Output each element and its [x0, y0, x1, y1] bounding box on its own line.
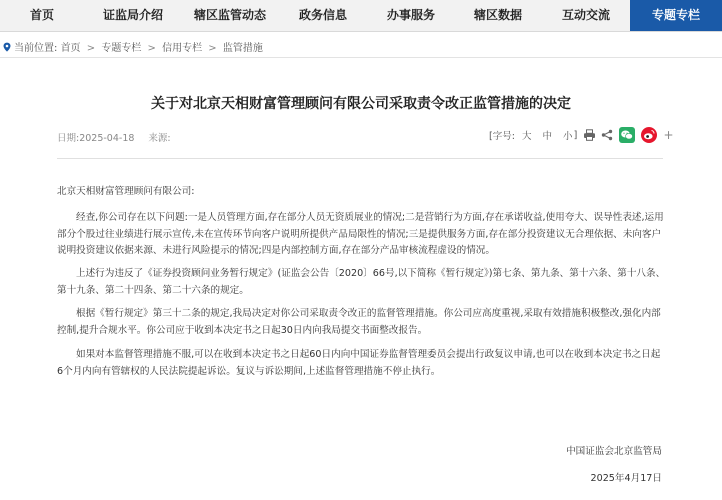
- breadcrumb-credit[interactable]: 信用专栏: [162, 43, 203, 54]
- addressee: 北京天相财富管理顾问有限公司:: [57, 186, 195, 197]
- article-tools: [489, 127, 674, 147]
- breadcrumb-separator: >: [208, 43, 217, 54]
- sign-date: 2025年4月17日: [590, 473, 662, 484]
- top-nav: [0, 0, 722, 32]
- breadcrumb-separator: >: [147, 43, 156, 54]
- article-meta: [57, 130, 171, 144]
- nav-item-home[interactable]: 首页: [29, 8, 54, 22]
- breadcrumb-home[interactable]: 首页: [60, 43, 81, 54]
- wechat-icon[interactable]: [619, 127, 635, 143]
- font-size-label: [字号:: [489, 131, 515, 142]
- nav-item-intro[interactable]: 证监局介绍: [102, 8, 163, 22]
- paragraph-2: 上述行为违反了《证券投资顾问业务暂行规定》(证监会公告〔2020〕66号,以下简称《暂行规定》)第七条、第九条、第十六条、第十八条、第十九条、第二十四条、第二十六条的规定。: [57, 268, 666, 296]
- breadcrumb: [2, 39, 263, 53]
- signature: 中国证监会北京监管局: [566, 446, 662, 457]
- breadcrumb-prefix: 当前位置:: [14, 43, 58, 54]
- divider: [57, 158, 663, 159]
- nav-item-special-topics[interactable]: 专题专栏: [630, 0, 722, 31]
- nav-item-dynamics[interactable]: 辖区监管动态: [193, 8, 266, 22]
- font-size-large[interactable]: 大: [521, 131, 532, 142]
- nav-item-services[interactable]: 办事服务: [386, 8, 435, 22]
- breadcrumb-special-topics[interactable]: 专题专栏: [101, 43, 142, 54]
- breadcrumb-measures[interactable]: 监管措施: [222, 43, 263, 54]
- page-title: 关于对北京天相财富管理顾问有限公司采取责令改正监管措施的决定: [151, 96, 571, 112]
- more-share-icon[interactable]: +: [663, 128, 674, 142]
- nav-item-gov-info[interactable]: 政务信息: [298, 8, 347, 22]
- date-label: 日期:: [57, 133, 80, 144]
- paragraph-3: 根据《暂行规定》第三十二条的规定,我局决定对你公司采取责令改正的监督管理措施。你公司应高度重视,采取有效措施积极整改,强化内部控制,提升合规水平。你公司应于收到本决定书之日起30日内向我局提交书面整改报告。: [57, 308, 661, 336]
- font-size-close: ]: [573, 129, 578, 141]
- divider: [0, 57, 722, 58]
- nav-item-interaction[interactable]: 互动交流: [561, 8, 610, 22]
- location-pin-icon: [2, 42, 12, 52]
- font-size-medium[interactable]: 中: [542, 131, 553, 142]
- publish-date: 2025-04-18: [79, 133, 135, 144]
- breadcrumb-separator: >: [86, 43, 96, 54]
- paragraph-1: 经查,你公司存在以下问题:一是人员管理方面,存在部分人员无资质展业的情况;二是营销行为方面,存在承诺收益,使用夸大、误导性表述,运用部分个股过往业绩进行展示宣传,未在宣传环节向客户说明所提供产品局限性的情况;三是提供服务方面,存在部分投资建议无合理依据、未向客户说明投资建议依据来源、未进行风险提示的情况;四是内部控制方面,存在部分产品审核流程虚设的情况。: [57, 212, 664, 256]
- source-label: 来源:: [148, 133, 171, 144]
- weibo-icon[interactable]: [641, 127, 657, 143]
- share-icon[interactable]: [601, 129, 613, 141]
- font-size-small[interactable]: 小: [563, 131, 573, 142]
- print-icon[interactable]: [583, 129, 596, 141]
- paragraph-4: 如果对本监督管理措施不服,可以在收到本决定书之日起60日内向中国证券监督管理委员会提出行政复议申请,也可以在收到本决定书之日起6个月内向有管辖权的人民法院提起诉讼。复议与诉讼期间,上述监督管理措施不停止执行。: [57, 349, 661, 377]
- nav-item-data[interactable]: 辖区数据: [473, 8, 522, 22]
